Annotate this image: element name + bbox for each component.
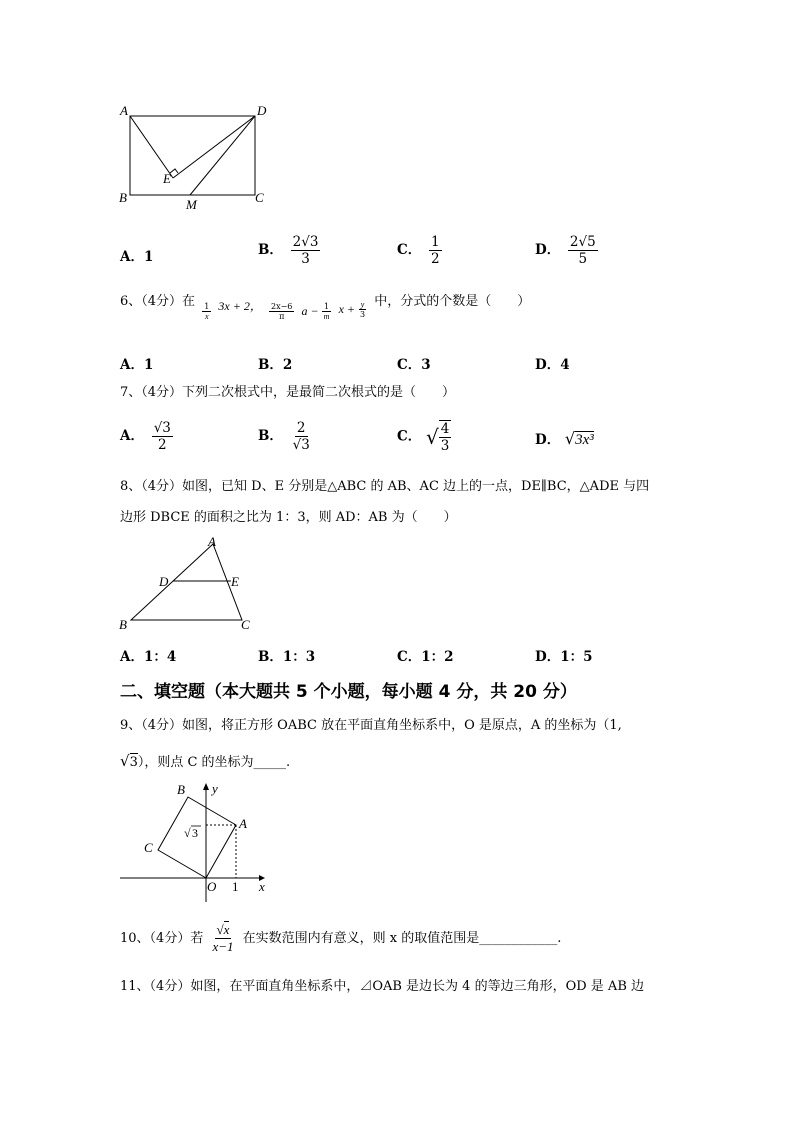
q7-a-num: √3 (153, 420, 171, 436)
y-axis-arrow (203, 783, 209, 790)
q9-line2: √3），则点 C 的坐标为_____. (120, 752, 291, 770)
q7-option-d-label: D． (535, 432, 561, 448)
q5-d-den: 5 (578, 251, 588, 267)
q6-e3-num: 2x−6 (271, 302, 293, 311)
q10-suffix: 在实数范围内有意义，则 x 的取值范围是____________. (242, 931, 562, 946)
label-d: D (257, 103, 267, 118)
q5-option-b (258, 234, 323, 267)
q6-e5-num: y (360, 300, 365, 309)
q8-option-c: C．1：2 (397, 649, 454, 665)
q8-line1: 8、（4分）如图，已知 D、E 分别是△ABC 的 AB、AC 边上的一点，DE∥BC，△ADE 与四 (120, 479, 650, 494)
q7-d-expr: 3x³ (575, 432, 594, 448)
q5-b-den: 3 (301, 251, 310, 267)
q7-option-d: D． √3x³ (535, 429, 594, 448)
q6-option-a: A．1 (120, 357, 154, 373)
q9-line1: 9、（4分）如图，将正方形 OABC 放在平面直角坐标系中，O 是原点，A 的坐标为（1, (120, 718, 622, 733)
q7-option-a (120, 420, 176, 453)
q6-e5-den: 3 (360, 310, 366, 319)
q6-e2: 3x + 2， (218, 299, 262, 313)
q5-option-c-label: C． (397, 242, 422, 258)
q6-e4-den: m (323, 312, 330, 321)
sqrt3-symbol: √ (184, 826, 191, 840)
q7-option-c: C． √ $\frac{4}{3}$ (397, 421, 450, 454)
q8-option-d: D．1：5 (535, 649, 593, 665)
square-coordinate-figure (115, 778, 275, 906)
q10-num: √x (216, 922, 230, 937)
q6-e4-pre: a − (301, 304, 319, 318)
q6-option-d: D．4 (535, 357, 570, 373)
q7-c-num: 4 (440, 421, 450, 437)
q6-prefix: 6、（4分）在 (120, 294, 196, 309)
q10-num-radicand: x (223, 922, 230, 937)
q10-prefix: 10、（4分）若 (120, 931, 204, 946)
q5-option-c (397, 234, 445, 267)
q5-c-den: 2 (430, 251, 440, 267)
label-a: A (208, 534, 216, 549)
q9-line2-text: ），则点 C 的坐标为_____. (137, 755, 291, 770)
label-sqrt3: 3 (192, 826, 198, 840)
triangle-figure (110, 532, 260, 637)
q5-c-num: 1 (430, 234, 440, 250)
label-d: D (159, 574, 169, 589)
label-c: C (241, 617, 250, 632)
label-c: C (255, 190, 264, 205)
q7-stem: 7、（4分）下列二次根式中，是最简二次根式的是（ ） (120, 385, 456, 400)
q5-d-num: 2√5 (569, 234, 596, 250)
q6-e3-den: π (279, 312, 285, 321)
rectangle-abcd (130, 116, 255, 195)
q10-den: x−1 (212, 939, 234, 954)
label-e: E (163, 171, 171, 186)
q7-b-den: √3 (292, 437, 310, 453)
q7-option-a-label: A． (120, 428, 144, 444)
segment-dm (190, 116, 255, 195)
label-e: E (231, 574, 239, 589)
rectangle-figure (110, 100, 280, 215)
q7-b-num: 2 (296, 420, 306, 436)
q8-option-a: A．1：4 (120, 649, 177, 665)
q6-e5-pre: x + (338, 302, 356, 316)
q7-option-b-label: B． (258, 428, 283, 444)
q5-b-num: 2√3 (292, 234, 319, 250)
q5-option-b-label: B． (258, 242, 283, 258)
label-b: B (119, 190, 127, 205)
q10-stem (120, 922, 561, 955)
q6-option-c: C．3 (397, 357, 431, 373)
label-b: B (119, 617, 127, 632)
q7-a-den: 2 (157, 437, 167, 453)
q6-e4-num: 1 (324, 302, 330, 311)
q5-option-d (535, 234, 601, 267)
q7-c-den: 3 (440, 438, 450, 454)
section-title-fill-in: 二、填空题（本大题共 5 个小题，每小题 4 分，共 20 分） (120, 682, 577, 702)
q6-e1-num: 1 (204, 302, 210, 311)
label-one: 1 (232, 879, 239, 894)
q5-option-d-label: D． (535, 242, 561, 258)
q6-suffix: 中，分式的个数是（ ） (374, 294, 531, 309)
q6-e1-den: x (204, 312, 209, 321)
label-m: M (186, 197, 197, 212)
q7-option-c-label: C． (397, 428, 422, 445)
label-x: x (259, 879, 265, 894)
label-b: B (177, 782, 185, 797)
q6-stem (120, 292, 531, 321)
label-a: A (120, 103, 128, 118)
q7-option-b (258, 420, 315, 453)
segment-de (173, 116, 255, 178)
q6-option-b: B．2 (258, 357, 293, 373)
segment-am (130, 116, 173, 178)
q8-option-b: B．1：3 (258, 649, 316, 665)
triangle-abc (131, 544, 242, 620)
label-o: O (207, 879, 217, 894)
label-c: C (144, 840, 153, 855)
right-angle-mark (170, 169, 178, 173)
q11-line: 11、（4分）如图，在平面直角坐标系中，⊿OAB 是边长为 4 的等边三角形，OD 是 AB 边 (120, 979, 644, 994)
q5-option-a: A．1 (120, 249, 154, 265)
label-y: y (212, 781, 218, 796)
q9-radicand: 3 (129, 755, 138, 770)
q8-line2: 边形 DBCE 的面积之比为 1：3，则 AD：AB 为（ ） (120, 510, 457, 525)
label-a: A (239, 816, 247, 831)
